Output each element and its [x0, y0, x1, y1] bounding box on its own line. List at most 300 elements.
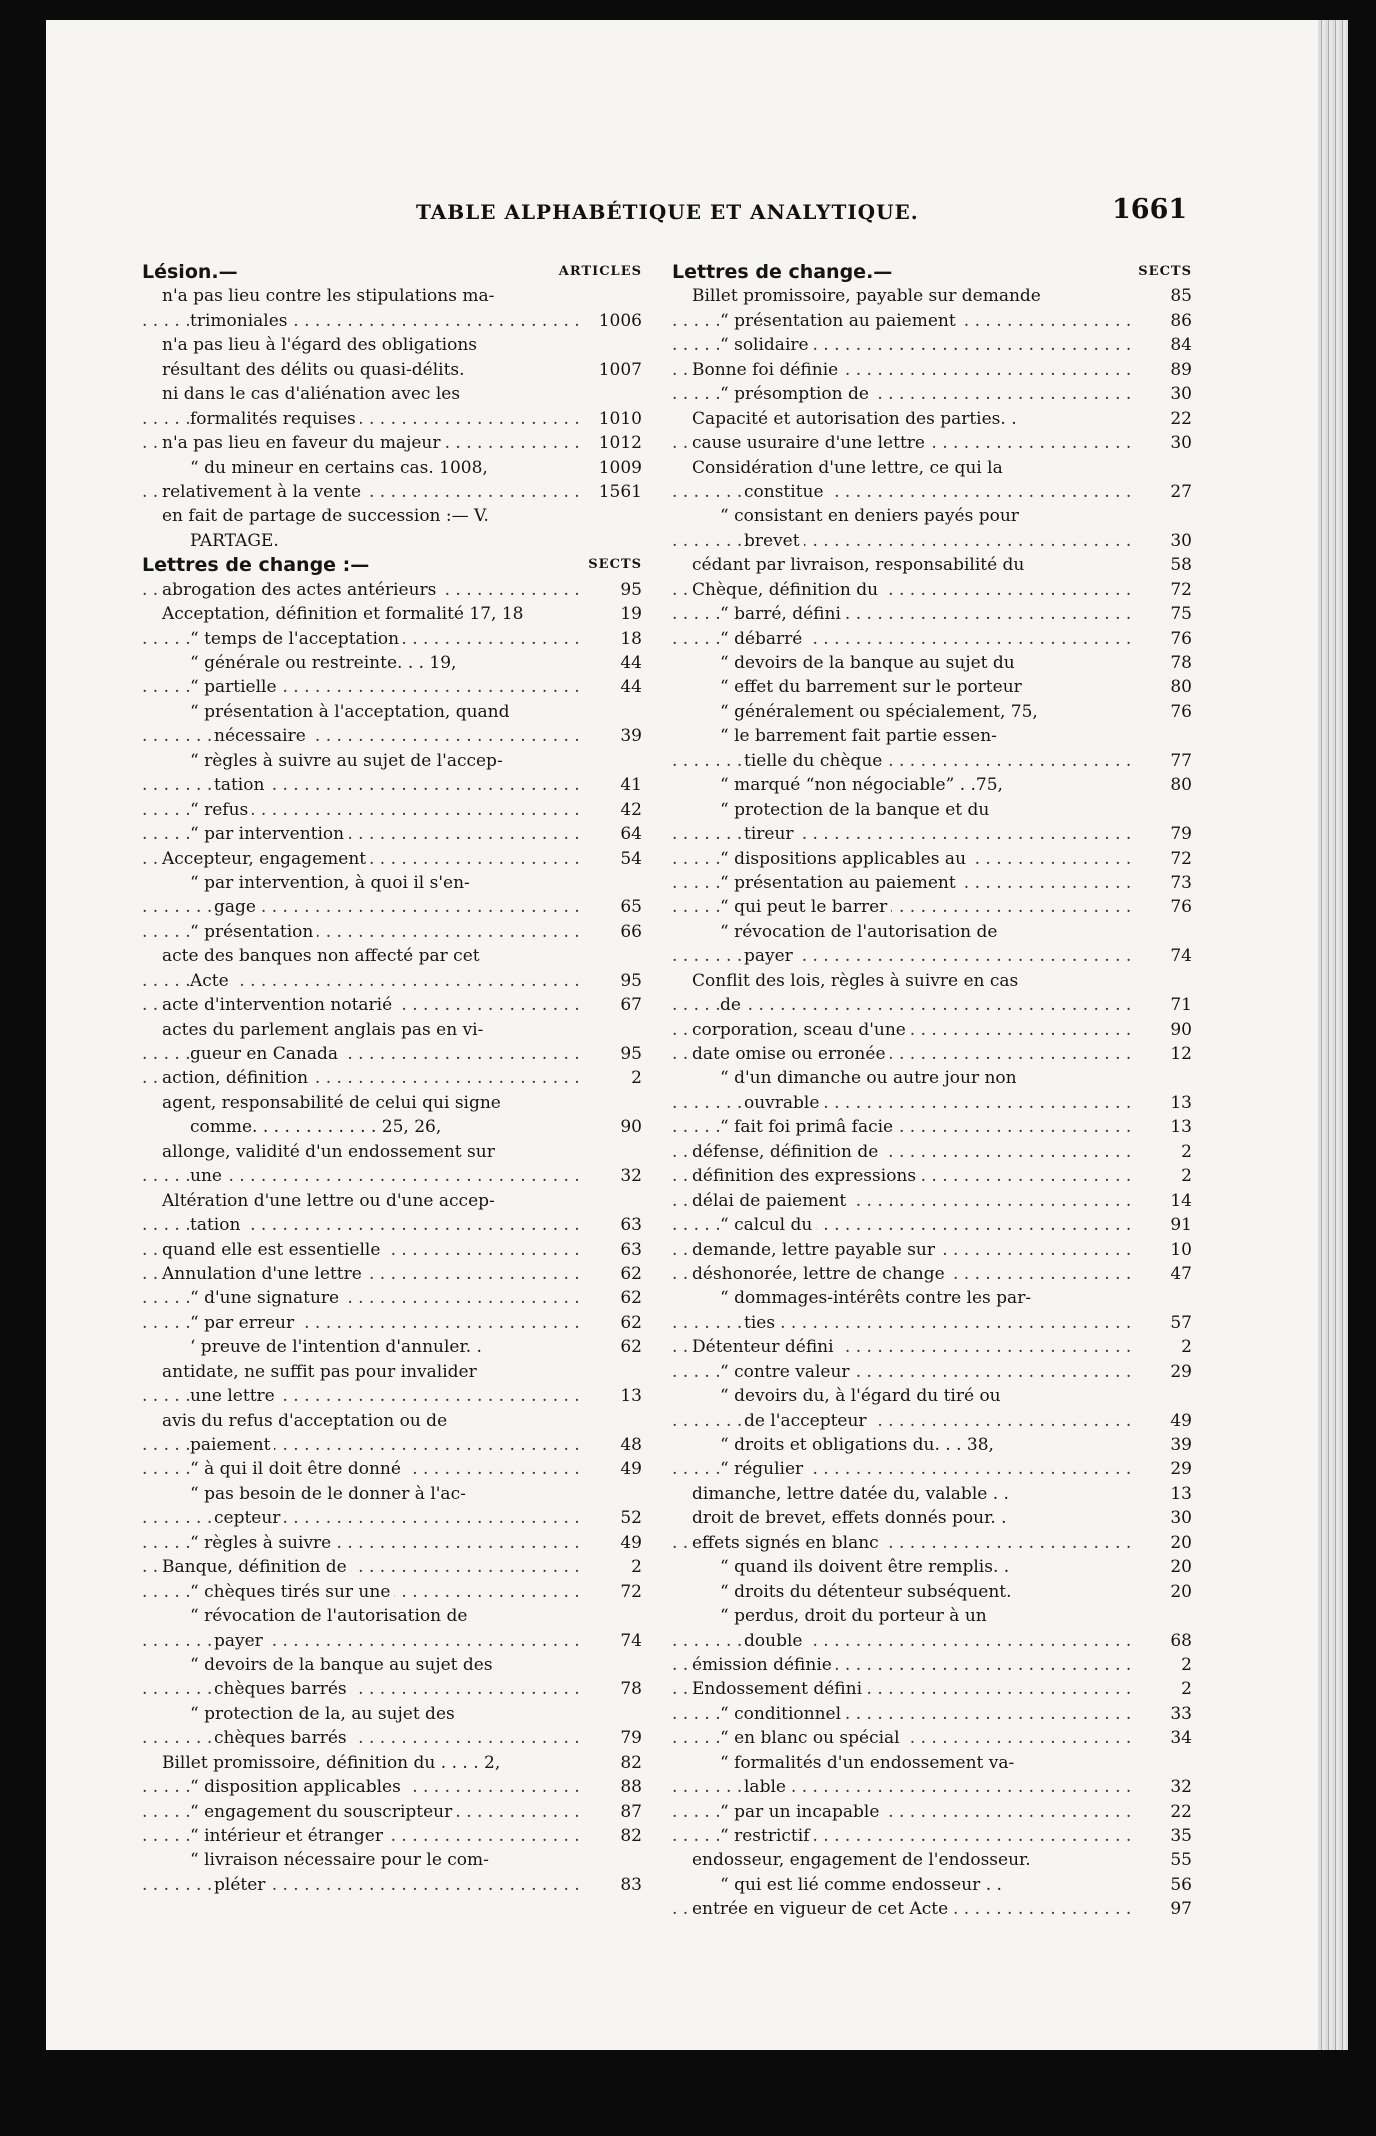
index-entry	[142, 1873, 642, 1897]
entry-text: n'a pas lieu en faveur du majeur	[162, 433, 444, 453]
entry-reference: 20	[1166, 1580, 1192, 1604]
entry-text: Billet promissoire, payable sur demande	[692, 286, 1045, 306]
index-heading	[672, 260, 1192, 284]
entry-reference: 63	[616, 1213, 642, 1237]
index-entry	[672, 871, 1192, 895]
entry-text: “ refus	[190, 800, 252, 820]
entry-reference: 2	[1177, 1140, 1192, 1164]
entry-text: Annulation d'une lettre	[162, 1264, 366, 1284]
index-entry	[672, 895, 1192, 919]
entry-text: “ par intervention	[190, 824, 348, 844]
index-entry	[142, 1751, 642, 1775]
entry-reference: 1012	[595, 431, 642, 455]
index-entry	[672, 627, 1192, 651]
index-entry	[142, 675, 642, 699]
index-entry	[142, 1677, 642, 1701]
entry-text: “ qui est lié comme endosseur . .	[720, 1875, 1006, 1895]
index-entry	[672, 1311, 1192, 1335]
entry-reference: 62	[616, 1286, 642, 1310]
index-entry	[142, 529, 642, 553]
page-header	[46, 194, 1336, 234]
entry-reference: 68	[1166, 1629, 1192, 1653]
index-entry	[142, 358, 642, 382]
entry-reference: 1010	[595, 407, 642, 431]
entry-reference: 84	[1166, 333, 1192, 357]
index-entry	[142, 1091, 642, 1115]
entry-text: Lettres de change.—	[672, 261, 896, 283]
entry-reference: 76	[1166, 700, 1192, 724]
index-entry	[672, 504, 1192, 528]
index-entry	[142, 895, 642, 919]
index-entry	[672, 1189, 1192, 1213]
index-entry	[672, 553, 1192, 577]
index-entry	[672, 1140, 1192, 1164]
index-entry	[672, 480, 1192, 504]
entry-text: double	[744, 1631, 806, 1651]
entry-text: ‘ preuve de l'intention d'annuler. .	[190, 1337, 486, 1357]
index-entry	[142, 944, 642, 968]
entry-text: “ temps de l'acceptation	[190, 629, 403, 649]
entry-reference: 18	[616, 627, 642, 651]
index-entry	[142, 724, 642, 748]
entry-reference: 79	[1166, 822, 1192, 846]
entry-text: “ devoirs de la banque au sujet des	[190, 1655, 497, 1675]
index-entry	[672, 431, 1192, 455]
index-entry	[672, 773, 1192, 797]
entry-text: date omise ou erronée	[692, 1044, 890, 1064]
entry-text: “ formalités d'un endossement va-	[720, 1753, 1018, 1773]
entry-reference: 39	[1166, 1433, 1192, 1457]
index-entry	[672, 993, 1192, 1017]
entry-reference: 1009	[595, 456, 642, 480]
entry-text: pléter	[214, 1875, 269, 1895]
entry-reference: 65	[616, 895, 642, 919]
index-entry	[142, 284, 642, 308]
entry-text: effets signés en blanc	[692, 1533, 883, 1553]
entry-text: “ engagement du souscripteur	[190, 1802, 456, 1822]
index-entry	[672, 847, 1192, 871]
entry-text: ties	[744, 1313, 779, 1333]
entry-reference: 41	[616, 773, 642, 797]
entry-text: Bonne foi définie	[692, 360, 842, 380]
index-entry	[142, 431, 642, 455]
index-entry	[672, 1042, 1192, 1066]
index-entry	[142, 871, 642, 895]
index-entry	[142, 847, 642, 871]
entry-text: lable	[744, 1777, 790, 1797]
index-entry	[672, 1677, 1192, 1701]
index-entry	[142, 1409, 642, 1433]
index-entry	[142, 456, 642, 480]
entry-text: trimoniales	[190, 311, 292, 331]
index-entry	[142, 1848, 642, 1872]
entry-reference: 22	[1166, 407, 1192, 431]
index-entry	[142, 920, 642, 944]
entry-reference: 48	[616, 1433, 642, 1457]
index-entry	[672, 1335, 1192, 1359]
index-entry	[672, 1580, 1192, 1604]
index-entry	[672, 407, 1192, 431]
entry-text: “ protection de la, au sujet des	[190, 1704, 459, 1724]
entry-reference: 62	[616, 1262, 642, 1286]
index-entry	[142, 749, 642, 773]
index-entry	[672, 1066, 1192, 1090]
entry-text: dimanche, lettre datée du, valable . .	[692, 1484, 1013, 1504]
entry-text: gage	[214, 897, 260, 917]
index-entry	[672, 969, 1192, 993]
entry-text: cepteur	[214, 1508, 284, 1528]
entry-reference: 77	[1166, 749, 1192, 773]
entry-text: Banque, définition de	[162, 1557, 351, 1577]
entry-text: “ du mineur en certains cas. 1008,	[190, 458, 492, 478]
index-entry	[142, 1360, 642, 1384]
index-entry	[142, 1824, 642, 1848]
entry-reference: 44	[616, 651, 642, 675]
entry-reference: 32	[1166, 1775, 1192, 1799]
entry-reference: 32	[616, 1164, 642, 1188]
index-entry	[672, 529, 1192, 553]
entry-reference: 87	[616, 1800, 642, 1824]
entry-reference: 90	[616, 1115, 642, 1139]
entry-text: n'a pas lieu contre les stipulations ma-	[162, 286, 498, 306]
entry-reference: 91	[1166, 1213, 1192, 1237]
entry-text: “ partielle	[190, 677, 281, 697]
index-entry	[672, 651, 1192, 675]
index-entry	[672, 1262, 1192, 1286]
index-entry	[672, 1800, 1192, 1824]
index-entry	[142, 1506, 642, 1530]
entry-reference: 42	[616, 798, 642, 822]
entry-text: action, définition	[162, 1068, 312, 1088]
entry-reference: 2	[1177, 1677, 1192, 1701]
index-entry	[672, 1506, 1192, 1530]
entry-text: “ par un incapable	[720, 1802, 883, 1822]
entry-text: ouvrable	[744, 1093, 823, 1113]
entry-reference: 13	[1166, 1091, 1192, 1115]
entry-text: cause usuraire d'une lettre	[692, 433, 929, 453]
index-entry	[142, 700, 642, 724]
entry-reference: 20	[1166, 1531, 1192, 1555]
index-entry	[142, 1335, 642, 1359]
index-entry	[142, 1115, 642, 1139]
entry-reference: 30	[1166, 431, 1192, 455]
entry-text: PARTAGE.	[190, 531, 283, 551]
index-entry	[672, 700, 1192, 724]
index-entry	[142, 1018, 642, 1042]
entry-text: “ chèques tirés sur une	[190, 1582, 394, 1602]
index-entry	[142, 1800, 642, 1824]
index-entry	[142, 382, 642, 406]
entry-text: “ dispositions applicables au	[720, 849, 970, 869]
entry-reference: 2	[627, 1555, 642, 1579]
entry-text: “ règles à suivre au sujet de l'accep-	[190, 751, 507, 771]
index-entry	[142, 1238, 642, 1262]
entry-reference: 95	[616, 969, 642, 993]
entry-text: actes du parlement anglais pas en vi-	[162, 1020, 487, 1040]
entry-text: émission définie	[692, 1655, 836, 1675]
entry-reference: 78	[616, 1677, 642, 1701]
entry-text: délai de paiement	[692, 1191, 850, 1211]
index-entry	[672, 1213, 1192, 1237]
index-entry	[142, 1213, 642, 1237]
entry-reference: 1007	[595, 358, 642, 382]
entry-text: Conflit des lois, règles à suivre en cas	[692, 971, 1022, 991]
entry-reference: 95	[616, 1042, 642, 1066]
index-entry	[142, 969, 642, 993]
index-entry	[672, 1457, 1192, 1481]
entry-text: cédant par livraison, responsabilité du	[692, 555, 1028, 575]
index-entry	[142, 1189, 642, 1213]
entry-text: “ quand ils doivent être remplis. .	[720, 1557, 1013, 1577]
index-entry	[672, 724, 1192, 748]
entry-text: endosseur, engagement de l'endosseur.	[692, 1850, 1035, 1870]
entry-text: avis du refus d'acceptation ou de	[162, 1411, 451, 1431]
entry-text: n'a pas lieu à l'égard des obligations	[162, 335, 481, 355]
entry-text: “ générale ou restreinte. . . 19,	[190, 653, 460, 673]
entry-text: brevet	[744, 531, 804, 551]
index-entry	[142, 822, 642, 846]
entry-text: “ présentation à l'acceptation, quand	[190, 702, 514, 722]
index-entry	[672, 798, 1192, 822]
entry-text: résultant des délits ou quasi-délits.	[162, 360, 469, 380]
entry-text: Altération d'une lettre ou d'une accep-	[162, 1191, 499, 1211]
index-entry	[672, 1164, 1192, 1188]
index-entry	[142, 333, 642, 357]
entry-text: de	[720, 995, 745, 1015]
entry-text: “ droits et obligations du. . . 38,	[720, 1435, 998, 1455]
entry-reference: 30	[1166, 1506, 1192, 1530]
entry-text: “ effet du barrement sur le porteur	[720, 677, 1026, 697]
entry-text: agent, responsabilité de celui qui signe	[162, 1093, 505, 1113]
entry-text: tation	[190, 1215, 244, 1235]
index-entry	[142, 1653, 642, 1677]
entry-text: “ d'une signature	[190, 1288, 343, 1308]
entry-text: “ calcul du	[720, 1215, 816, 1235]
entry-reference: 76	[1166, 895, 1192, 919]
index-entry	[142, 993, 642, 1017]
entry-text: “ régulier	[720, 1459, 807, 1479]
entry-text: “ révocation de l'autorisation de	[190, 1606, 471, 1626]
entry-text: acte d'intervention notarié	[162, 995, 396, 1015]
entry-text: Capacité et autorisation des parties. .	[692, 409, 1021, 429]
index-entry	[672, 309, 1192, 333]
entry-reference: 64	[616, 822, 642, 846]
entry-reference: 73	[1166, 871, 1192, 895]
column-label: SECTS	[1138, 264, 1192, 279]
index-entry	[672, 1115, 1192, 1139]
entry-text: Endossement défini	[692, 1679, 866, 1699]
entry-text: “ conditionnel	[720, 1704, 845, 1724]
index-entry	[672, 1897, 1192, 1921]
index-entry	[142, 407, 642, 431]
entry-reference: 71	[1166, 993, 1192, 1017]
entry-reference: 62	[616, 1335, 642, 1359]
entry-text: Acte	[190, 971, 233, 991]
index-entry	[672, 675, 1192, 699]
entry-reference: 1561	[595, 480, 642, 504]
entry-text: “ barré, défini	[720, 604, 845, 624]
entry-text: définition des expressions	[692, 1166, 920, 1186]
entry-reference: 47	[1166, 1262, 1192, 1286]
index-entry	[142, 1555, 642, 1579]
entry-reference: 33	[1166, 1702, 1192, 1726]
entry-reference: 57	[1166, 1311, 1192, 1335]
index-entry	[672, 456, 1192, 480]
entry-reference: 67	[616, 993, 642, 1017]
index-entry	[672, 578, 1192, 602]
column-label: SECTS	[588, 557, 642, 573]
entry-text: “ marqué “non négociable” . .75,	[720, 775, 1007, 795]
index-entry	[672, 1555, 1192, 1579]
entry-reference: 72	[1166, 578, 1192, 602]
entry-reference: 34	[1166, 1726, 1192, 1750]
index-entry	[672, 1848, 1192, 1872]
entry-text: Accepteur, engagement	[162, 849, 370, 869]
entry-reference: 80	[1166, 773, 1192, 797]
entry-text: “ intérieur et étranger	[190, 1826, 387, 1846]
entry-text: en fait de partage de succession :— V.	[162, 506, 493, 526]
entry-reference: 30	[1166, 529, 1192, 553]
index-entry	[142, 1433, 642, 1457]
entry-reference: 90	[1166, 1018, 1192, 1042]
entry-text: tireur	[744, 824, 798, 844]
entry-text: nécessaire	[214, 726, 310, 746]
entry-text: “ d'un dimanche ou autre jour non	[720, 1068, 1021, 1088]
entry-reference: 44	[616, 675, 642, 699]
entry-text: payer	[744, 946, 797, 966]
entry-reference: 58	[1166, 553, 1192, 577]
entry-reference: 49	[616, 1457, 642, 1481]
index-entry	[142, 602, 642, 626]
entry-reference: 72	[616, 1580, 642, 1604]
entry-text: “ devoirs de la banque au sujet du	[720, 653, 1019, 673]
entry-text: Chèque, définition du	[692, 580, 882, 600]
entry-reference: 2	[627, 1066, 642, 1090]
entry-text: “ présomption de	[720, 384, 873, 404]
book-page	[46, 20, 1336, 2050]
entry-reference: 30	[1166, 382, 1192, 406]
entry-reference: 52	[616, 1506, 642, 1530]
entry-reference: 80	[1166, 675, 1192, 699]
entry-reference: 76	[1166, 627, 1192, 651]
index-entry	[672, 333, 1192, 357]
index-entry	[672, 382, 1192, 406]
index-entry	[142, 1311, 642, 1335]
entry-reference: 97	[1166, 1897, 1192, 1921]
index-entry	[142, 504, 642, 528]
index-entry	[672, 1653, 1192, 1677]
entry-text: tation	[214, 775, 268, 795]
entry-reference: 78	[1166, 651, 1192, 675]
entry-text: “ présentation	[190, 922, 317, 942]
entry-text: chèques barrés	[214, 1728, 351, 1748]
index-entry	[672, 358, 1192, 382]
entry-text: une	[190, 1166, 226, 1186]
index-entry	[672, 1873, 1192, 1897]
entry-text: “ révocation de l'autorisation de	[720, 922, 1001, 942]
entry-reference: 66	[616, 920, 642, 944]
index-entry	[672, 1409, 1192, 1433]
entry-reference: 2	[1177, 1164, 1192, 1188]
page-number: 1661	[1112, 194, 1188, 225]
index-entry	[672, 1384, 1192, 1408]
entry-text: défense, définition de	[692, 1142, 882, 1162]
entry-text: acte des banques non affecté par cet	[162, 946, 484, 966]
entry-text: antidate, ne suffit pas pour invalider	[162, 1362, 481, 1382]
entry-text: “ droits du détenteur subséquent.	[720, 1582, 1016, 1602]
index-entry	[672, 284, 1192, 308]
entry-text: allonge, validité d'un endossement sur	[162, 1142, 499, 1162]
entry-reference: 79	[616, 1726, 642, 1750]
running-title: TABLE ALPHABÉTIQUE ET ANALYTIQUE.	[416, 200, 919, 224]
entry-text: “ présentation au paiement	[720, 873, 960, 893]
index-entry	[142, 1286, 642, 1310]
entry-text: chèques barrés	[214, 1679, 351, 1699]
index-entry	[142, 1140, 642, 1164]
entry-text: corporation, sceau d'une	[692, 1020, 910, 1040]
entry-reference: 89	[1166, 358, 1192, 382]
index-heading	[142, 553, 642, 577]
entry-text: “ pas besoin de le donner à l'ac-	[190, 1484, 470, 1504]
entry-reference: 10	[1166, 1238, 1192, 1262]
entry-reference: 13	[1166, 1482, 1192, 1506]
index-entry	[142, 651, 642, 675]
entry-reference: 13	[616, 1384, 642, 1408]
entry-text: “ règles à suivre	[190, 1533, 335, 1553]
index-entry	[142, 309, 642, 333]
entry-text: Acceptation, définition et formalité 17, 18	[162, 604, 527, 624]
entry-reference: 54	[616, 847, 642, 871]
entry-text: gueur en Canada	[190, 1044, 342, 1064]
entry-reference: 72	[1166, 847, 1192, 871]
index-entry	[672, 1238, 1192, 1262]
index-entry	[672, 822, 1192, 846]
entry-reference: 49	[1166, 1409, 1192, 1433]
entry-text: Lésion.—	[142, 261, 242, 283]
index-entry	[672, 1629, 1192, 1653]
entry-text: de l'accepteur	[744, 1411, 871, 1431]
entry-text: Détenteur défini	[692, 1337, 838, 1357]
entry-text: Billet promissoire, définition du . . . . 2,	[162, 1753, 504, 1773]
index-entry	[672, 1775, 1192, 1799]
entry-text: “ restrictif	[720, 1826, 813, 1846]
entry-text: relativement à la vente	[162, 482, 365, 502]
index-entry	[672, 1091, 1192, 1115]
index-entry	[142, 1629, 642, 1653]
entry-text: “ débarré	[720, 629, 806, 649]
entry-reference: 2	[1177, 1653, 1192, 1677]
entry-text: paiement	[190, 1435, 274, 1455]
entry-text: Lettres de change :—	[142, 554, 373, 576]
entry-text: droit de brevet, effets donnés pour. .	[692, 1508, 1011, 1528]
entry-text: entrée en vigueur de cet Acte	[692, 1899, 952, 1919]
entry-text: “ solidaire	[720, 335, 813, 355]
index-entry	[672, 1286, 1192, 1310]
entry-reference: 19	[616, 602, 642, 626]
entry-reference: 13	[1166, 1115, 1192, 1139]
index-entry	[142, 798, 642, 822]
entry-text: “ contre valeur	[720, 1362, 854, 1382]
entry-text: “ protection de la banque et du	[720, 800, 993, 820]
entry-text: déshonorée, lettre de change	[692, 1264, 949, 1284]
index-entry	[142, 578, 642, 602]
entry-reference: 14	[1166, 1189, 1192, 1213]
index-entry	[142, 1262, 642, 1286]
index-entry	[142, 1604, 642, 1628]
entry-reference: 39	[616, 724, 642, 748]
index-entry	[672, 1482, 1192, 1506]
entry-text: “ devoirs du, à l'égard du tiré ou	[720, 1386, 1005, 1406]
